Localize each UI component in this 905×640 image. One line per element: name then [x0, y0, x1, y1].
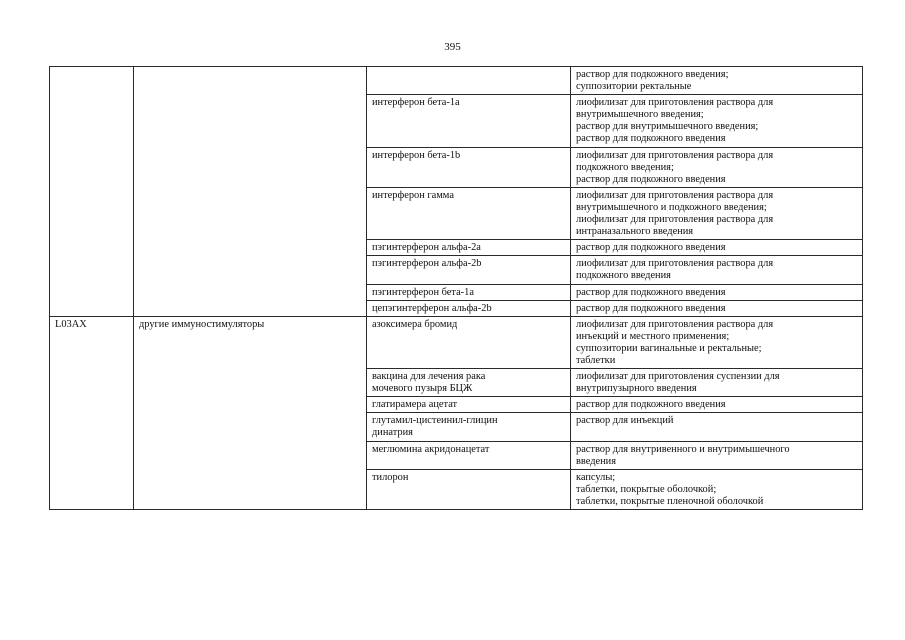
dosage-form-cell: раствор для подкожного введения; суппозитории ректальные: [571, 67, 863, 95]
drug-name-cell: пэгинтерферон альфа-2a: [367, 240, 571, 256]
drug-name-cell: интерферон бета-1a: [367, 95, 571, 147]
dosage-form-cell: лиофилизат для приготовления раствора для внутримышечного введения; раствор для внутримышечного введения; раствор для подкожного введения: [571, 95, 863, 147]
dosage-form-cell: раствор для подкожного введения: [571, 397, 863, 413]
table-row: [50, 67, 863, 95]
dosage-form-cell: лиофилизат для приготовления суспензии для внутрипузырного введения: [571, 369, 863, 397]
table-row: [50, 316, 863, 368]
atc-code-cell: L03AX: [50, 316, 134, 509]
drug-name-cell: [367, 67, 571, 95]
atc-code-cell: [50, 67, 134, 317]
dosage-form-cell: лиофилизат для приготовления раствора для подкожного введения; раствор для подкожного введения: [571, 147, 863, 187]
drug-name-cell: пэгинтерферон бета-1a: [367, 284, 571, 300]
drug-name-cell: меглюмина акридонацетат: [367, 441, 571, 469]
drug-name-cell: интерферон гамма: [367, 187, 571, 239]
drug-table: [49, 66, 863, 510]
drug-name-cell: глутамил-цистеинил-глицин динатрия: [367, 413, 571, 441]
drug-name-cell: азоксимера бромид: [367, 316, 571, 368]
dosage-form-cell: раствор для подкожного введения: [571, 300, 863, 316]
page-number: 395: [444, 41, 461, 53]
dosage-form-cell: раствор для подкожного введения: [571, 240, 863, 256]
dosage-form-cell: раствор для внутривенного и внутримышечного введения: [571, 441, 863, 469]
drug-name-cell: вакцина для лечения рака мочевого пузыря БЦЖ: [367, 369, 571, 397]
drug-name-cell: глатирамера ацетат: [367, 397, 571, 413]
drug-name-cell: тилорон: [367, 469, 571, 509]
dosage-form-cell: лиофилизат для приготовления раствора для внутримышечного и подкожного введения; лиофилизат для приготовления раствора для интраназального введения: [571, 187, 863, 239]
drug-name-cell: интерферон бета-1b: [367, 147, 571, 187]
drug-name-cell: цепэгинтерферон альфа-2b: [367, 300, 571, 316]
group-name-cell: другие иммуностимуляторы: [134, 316, 367, 509]
group-name-cell: [134, 67, 367, 317]
drug-name-cell: пэгинтерферон альфа-2b: [367, 256, 571, 284]
dosage-form-cell: раствор для инъекций: [571, 413, 863, 441]
dosage-form-cell: лиофилизат для приготовления раствора для подкожного введения: [571, 256, 863, 284]
dosage-form-cell: раствор для подкожного введения: [571, 284, 863, 300]
dosage-form-cell: капсулы; таблетки, покрытые оболочкой; таблетки, покрытые пленочной оболочкой: [571, 469, 863, 509]
dosage-form-cell: лиофилизат для приготовления раствора для инъекций и местного применения; суппозитории вагинальные и ректальные; таблетки: [571, 316, 863, 368]
